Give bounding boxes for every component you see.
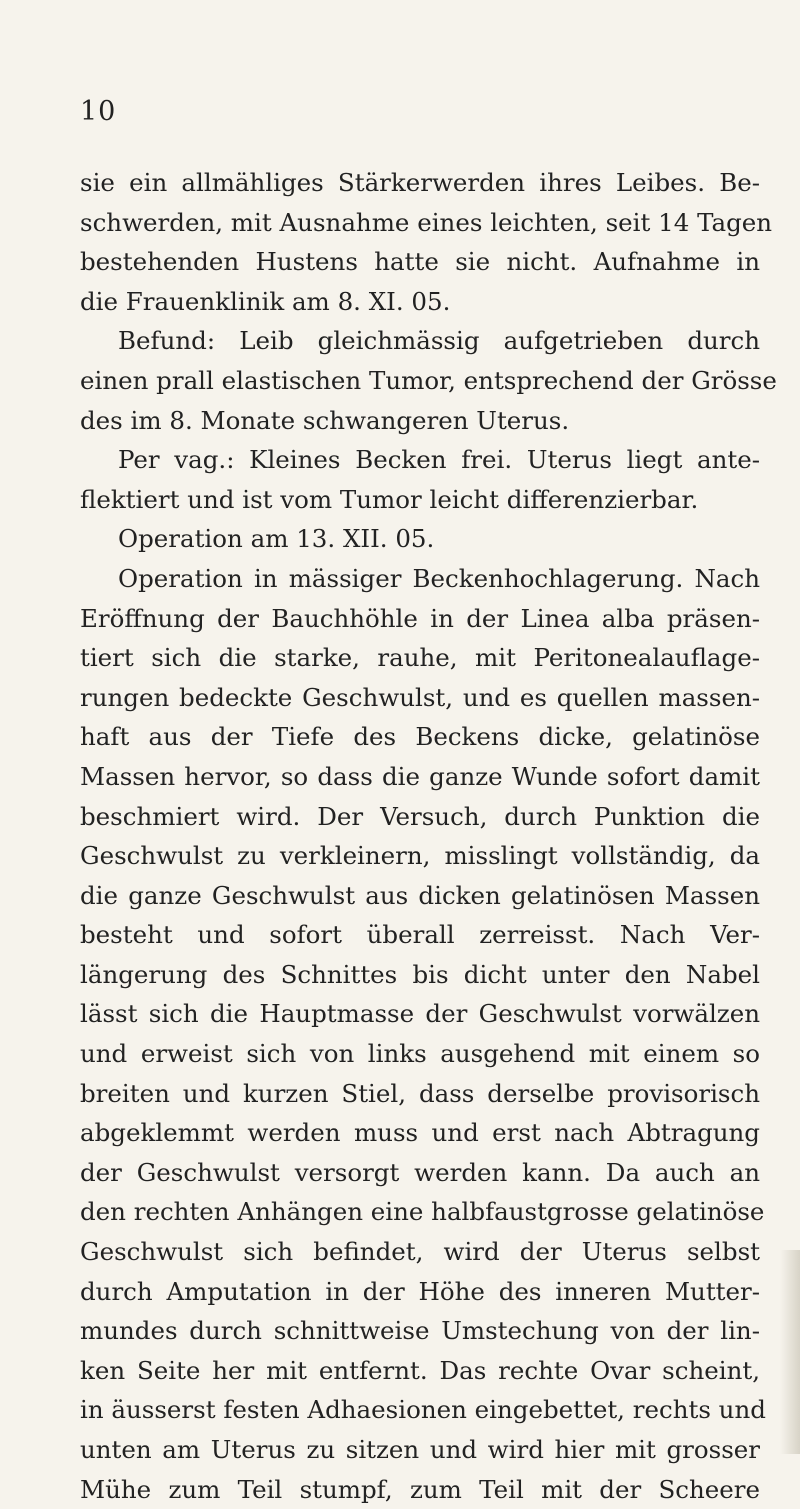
text-line: tiert sich die starke, rauhe, mit Peritonealauflage-	[80, 643, 760, 673]
text-line: haft aus der Tiefe des Beckens dicke, gelatinöse	[80, 722, 760, 752]
text-line: den rechten Anhängen eine halbfaustgrosse gelatinöse	[80, 1197, 765, 1227]
page-number: 10	[80, 96, 117, 127]
text-line: Per vag.: Kleines Becken frei. Uterus liegt ante-	[118, 445, 760, 475]
text-line: rungen bedeckte Geschwulst, und es quellen massen-	[80, 682, 760, 712]
text-line: flektiert und ist vom Tumor leicht differenzierbar.	[80, 484, 699, 514]
text-line: Massen hervor, so dass die ganze Wunde sofort damit	[80, 761, 760, 791]
text-line: Operation in mässiger Beckenhochlagerung. Nach	[118, 563, 760, 593]
text-line: Geschwulst zu verkleinern, misslingt vollständig, da	[80, 841, 760, 871]
text-line: abgeklemmt werden muss und erst nach Abtragung	[80, 1118, 760, 1148]
text-line: sie ein allmähliges Stärkerwerden ihres Leibes. Be-	[80, 168, 760, 197]
text-line: einen prall elastischen Tumor, entsprechend der Grösse	[80, 365, 777, 395]
text-line: längerung des Schnittes bis dicht unter den Nabel	[80, 959, 760, 989]
text-line: Befund: Leib gleichmässig aufgetrieben durch	[118, 326, 760, 356]
text-line: und erweist sich von links ausgehend mit einem so	[80, 1039, 760, 1069]
text-line: die Frauenklinik am 8. XI. 05.	[80, 286, 451, 316]
text-line: die ganze Geschwulst aus dicken gelatinösen Massen	[80, 880, 760, 910]
text-line: Eröffnung der Bauchhöhle in der Linea alba präsen-	[80, 603, 760, 633]
text-line: des im 8. Monate schwangeren Uterus.	[80, 405, 570, 435]
text-line: in äusserst festen Adhaesionen eingebettet, rechts und	[80, 1395, 766, 1425]
text-line: mundes durch schnittweise Umstechung von der lin-	[80, 1316, 760, 1346]
text-line: durch Amputation in der Höhe des inneren Mutter-	[80, 1276, 760, 1306]
text-line: beschmiert wird. Der Versuch, durch Punktion die	[80, 801, 760, 831]
page-edge-shadow	[780, 1250, 800, 1454]
text-line: besteht und sofort überall zerreisst. Nach Ver-	[80, 920, 760, 950]
body-text	[80, 163, 777, 1509]
text-line: Operation am 13. XII. 05.	[118, 524, 435, 554]
text-line: schwerden, mit Ausnahme eines leichten, seit 14 Tagen	[80, 207, 773, 237]
text-line: breiten und kurzen Stiel, dass derselbe provisorisch	[80, 1078, 760, 1108]
text-line: unten am Uterus zu sitzen und wird hier mit grosser	[80, 1435, 760, 1464]
text-line: bestehenden Hustens hatte sie nicht. Aufnahme in	[80, 247, 760, 277]
text-line: lässt sich die Hauptmasse der Geschwulst vorwälzen	[80, 999, 760, 1029]
text-line: der Geschwulst versorgt werden kann. Da auch an	[80, 1157, 760, 1187]
text-line: ken Seite her mit entfernt. Das rechte Ovar scheint,	[80, 1355, 760, 1385]
text-line: Mühe zum Teil stumpf, zum Teil mit der Scheere	[80, 1474, 760, 1504]
text-line: Geschwulst sich befindet, wird der Uterus selbst	[80, 1237, 760, 1267]
